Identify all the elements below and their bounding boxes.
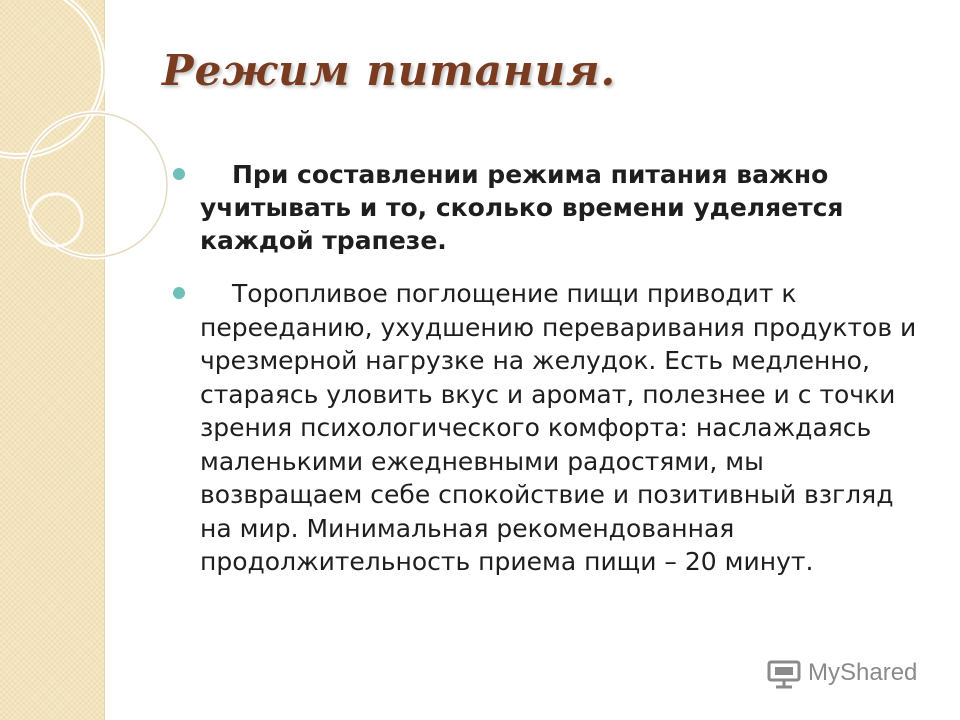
decor-circle-small bbox=[30, 194, 82, 246]
decor-circle-large bbox=[0, 0, 104, 156]
presentation-board-icon bbox=[766, 657, 802, 689]
watermark bbox=[766, 656, 917, 690]
bullet-item bbox=[168, 158, 928, 257]
bullet-dot-icon bbox=[173, 168, 185, 180]
slide-title: Режим питания. bbox=[162, 46, 617, 95]
decor-circle-mid-shade bbox=[23, 113, 167, 257]
bullet-list bbox=[168, 158, 928, 579]
watermark-label: MyShared bbox=[808, 659, 918, 686]
bullet-dot-icon bbox=[173, 287, 185, 299]
bullet-item bbox=[168, 277, 928, 579]
bullet-text: При составлении режима питания важно учитывать и то, сколько времени уделяется каждой трапезе. bbox=[200, 160, 844, 255]
bullet-text: Торопливое поглощение пищи приводит к перееданию, ухудшению переваривания продуктов и чрезмерной нагрузке на желудок. Есть медленно, стараясь уловить вкус и аромат, полезнее и с точки зрения психологического комфорта: наслаждаясь маленькими ежедневными радостями, мы возвращаем себе спокойствие и позитивный взгляд на мир. Минимальная рекомендованная продолжительность приема пищи – 20 минут. bbox=[200, 279, 917, 576]
